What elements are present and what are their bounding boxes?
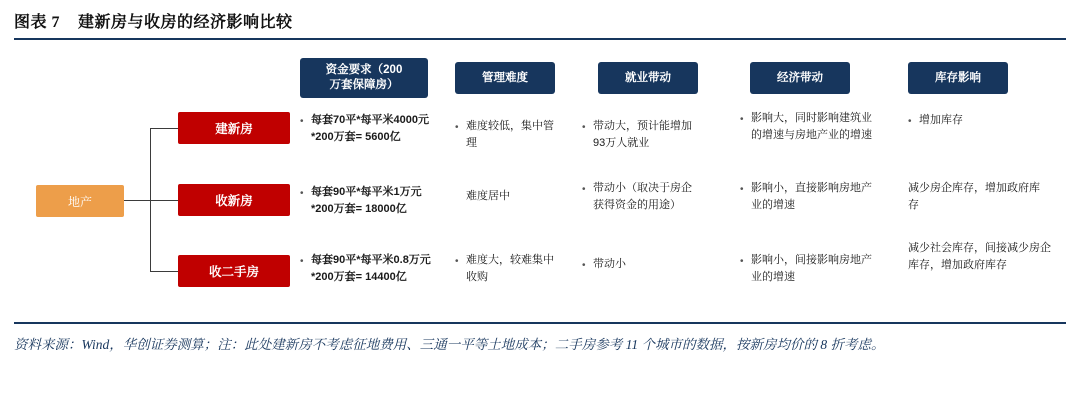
cell-text: 带动大，预计能增加93万人就业: [593, 120, 692, 149]
bullet-icon: •: [300, 116, 304, 127]
cell-text: 每套90平*每平米1万元*200万套= 18000亿: [311, 186, 422, 215]
column-header-economy: 经济带动: [750, 62, 850, 94]
cell-buy-new-economy: [740, 180, 878, 214]
root-node: 地产: [36, 185, 124, 217]
column-header-difficulty: 管理难度: [455, 62, 555, 94]
bullet-icon: •: [300, 188, 304, 199]
cell-buy-new-employment: [582, 180, 702, 214]
divider-top: [14, 38, 1066, 40]
cell-new-build-inventory: [908, 112, 1048, 129]
cell-buy-new-funding: [300, 184, 440, 218]
cell-text: 难度大，较难集中收购: [466, 254, 554, 283]
row-label-buy-secondhand: 收二手房: [178, 255, 290, 287]
cell-text: 影响大，同时影响建筑业的增速与房地产业的增速: [751, 112, 872, 141]
bullet-icon: •: [582, 260, 586, 271]
column-header-employment: 就业带动: [598, 62, 698, 94]
cell-text: 每套90平*每平米0.8万元*200万套= 14400亿: [311, 254, 431, 283]
row-label-buy-new: 收新房: [178, 184, 290, 216]
cell-buy-secondhand-difficulty: [455, 252, 560, 286]
cell-text: 带动小（取决于房企获得资金的用途）: [593, 182, 692, 211]
connector-branch-1: [150, 128, 178, 129]
figure-header: [0, 0, 1080, 40]
cell-buy-new-inventory: [908, 180, 1050, 214]
cell-text: 难度居中: [466, 190, 510, 202]
cell-text: 减少社会库存，间接减少房企库存，增加政府库存: [908, 242, 1051, 271]
source-note: 资料来源：Wind，华创证券测算；注：此处建新房不考虑征地费用、三通一平等土地成本；二手房参考 11 个城市的数据，按新房均价的 8 折考虑。: [14, 337, 885, 352]
cell-buy-secondhand-inventory: [908, 240, 1053, 274]
bullet-icon: •: [455, 122, 459, 133]
cell-new-build-economy: [740, 110, 878, 144]
row-label-new-build: 建新房: [178, 112, 290, 144]
connector-root-stem: [124, 200, 150, 201]
divider-bottom: [14, 322, 1066, 324]
column-header-inventory: 库存影响: [908, 62, 1008, 94]
bullet-icon: •: [740, 184, 744, 195]
bullet-icon: •: [582, 184, 586, 195]
bullet-icon: •: [908, 116, 912, 127]
cell-text: 每套70平*每平米4000元*200万套= 5600亿: [311, 114, 429, 143]
cell-new-build-funding: [300, 112, 440, 146]
cell-text: 难度较低，集中管理: [466, 120, 554, 149]
bullet-icon: •: [300, 256, 304, 267]
bullet-icon: •: [740, 114, 744, 125]
connector-branch-3: [150, 271, 178, 272]
cell-text: 影响小，直接影响房地产业的增速: [751, 182, 872, 211]
connector-branch-2: [150, 200, 178, 201]
cell-text: 带动小: [593, 258, 626, 270]
cell-new-build-employment: [582, 118, 700, 152]
cell-text: 影响小，间接影响房地产业的增速: [751, 254, 872, 283]
bullet-icon: •: [740, 256, 744, 267]
cell-buy-secondhand-economy: [740, 252, 878, 286]
cell-buy-secondhand-funding: [300, 252, 442, 286]
page-title: 建新房与收房的经济影响比较: [78, 13, 293, 31]
cell-buy-new-difficulty: [466, 188, 571, 205]
figure-label: 图表 7: [14, 13, 61, 31]
bullet-icon: •: [582, 122, 586, 133]
cell-new-build-difficulty: [455, 118, 560, 152]
bullet-icon: •: [455, 256, 459, 267]
column-header-funding: [300, 58, 428, 98]
cell-text: 增加库存: [919, 114, 963, 126]
column-header-funding-label: 资金要求（200 万套保障房）: [325, 64, 403, 91]
cell-buy-secondhand-employment: [582, 256, 700, 273]
cell-text: 减少房企库存，增加政府库存: [908, 182, 1040, 211]
